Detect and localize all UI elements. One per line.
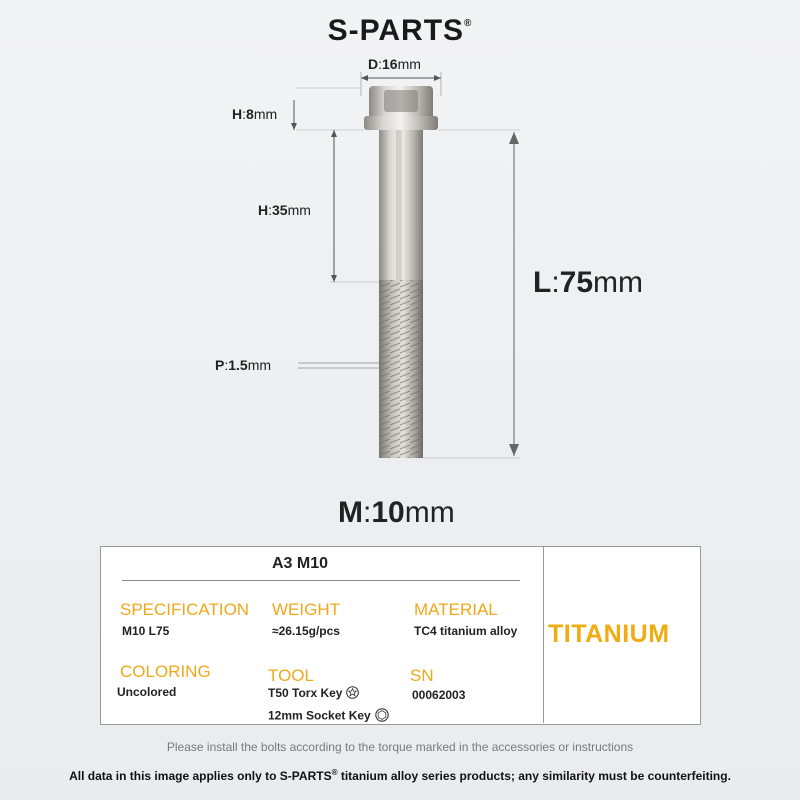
model-title: A3 M10 (272, 555, 329, 572)
head-height-label: H:8mm (232, 106, 278, 122)
socket-key-icon (375, 708, 389, 725)
specification-label: SPECIFICATION (120, 600, 250, 619)
material-value: TC4 titanium alloy (414, 624, 518, 638)
bolt-flange (364, 116, 438, 130)
material-label: MATERIAL (414, 600, 498, 619)
sn-label: SN (410, 666, 434, 685)
brand-name: S-PARTS (327, 14, 465, 47)
length-label: L:75mm (533, 266, 644, 299)
coloring-label: COLORING (120, 662, 211, 681)
coloring-value: Uncolored (117, 685, 177, 699)
torx-key-icon (346, 686, 359, 702)
torx-recess (384, 90, 418, 112)
thread-size-label: M:10mm (338, 496, 455, 529)
brand-reg-mark: ® (464, 18, 473, 29)
pitch-label: P:1.5mm (215, 357, 272, 373)
shank-height-label: H:35mm (258, 202, 311, 218)
weight-label: WEIGHT (272, 600, 340, 619)
tool-label: TOOL (268, 666, 314, 685)
diameter-label: D:16mm (368, 56, 421, 72)
install-note: Please install the bolts according to the torque marked in the accessories or instructions (166, 740, 634, 754)
panel-divider (543, 546, 544, 723)
tool-value-socket: 12mm Socket Key (268, 708, 389, 725)
category-badge: TITANIUM (548, 620, 670, 648)
sn-value: 00062003 (412, 688, 466, 702)
specification-value: M10 L75 (122, 624, 170, 638)
weight-value: ≈26.15g/pcs (272, 624, 340, 638)
disclaimer: All data in this image applies only to S-PARTS® titanium alloy series products; any similarity must be counterfeiting. (69, 768, 731, 783)
tool-value-torx: T50 Torx Key (268, 686, 359, 702)
title-underline (122, 580, 520, 581)
